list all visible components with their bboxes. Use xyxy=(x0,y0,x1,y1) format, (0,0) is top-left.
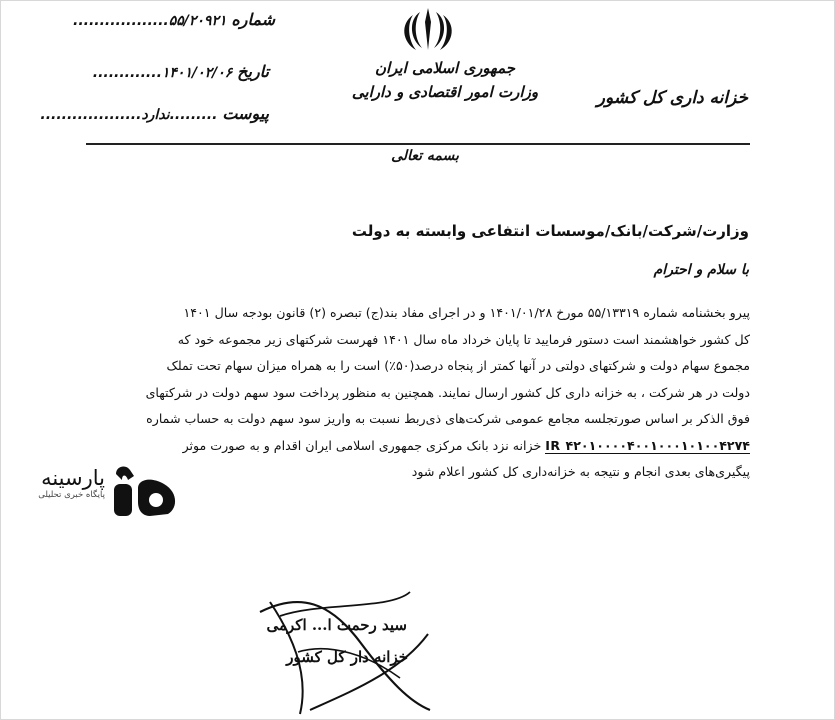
body-line-4: دولت در هر شرکت ، به خزانه داری کل کشور ارسال نمایند. همچنین به منظور پرداخت سود سهم دولت در شرکتهای xyxy=(145,384,750,400)
ministry-name: وزارت امور اقتصادی و دارایی xyxy=(351,83,539,101)
letter-number-label: شماره xyxy=(231,10,275,29)
body-line-3: مجموع سهام دولت و شرکتهای دولتی در آنها کمتر از پنجاه درصد(۵۰٪) است را به همراه میزان سهام تحت تملک xyxy=(166,358,750,373)
watermark-subtitle: پایگاه خبری تحلیلی xyxy=(38,490,105,500)
watermark-text xyxy=(10,466,105,500)
letter-number-value: ۵۵/۲۰۹۲۱ xyxy=(168,13,227,29)
basmala: بسمه تعالی xyxy=(391,148,459,164)
letter-attachment-label: پیوست xyxy=(222,104,269,123)
letter-attachment: پیوست .........ندارد................... xyxy=(40,104,269,123)
signatory-name: سید رحمت ا... اکرمی xyxy=(266,616,407,634)
republic-name: جمهوری اسلامی ایران xyxy=(374,59,516,77)
body-line-1: پیرو بخشنامه شماره ۵۵/۱۳۳۱۹ مورخ ۱۴۰۱/۰۱/۲۸ و در اجرای مفاد بند(ج) تبصره (۲) قانون بودجه سال ۱۴۰۱ xyxy=(183,305,750,320)
greeting: با سلام و احترام xyxy=(653,262,749,278)
iran-emblem-icon xyxy=(398,6,458,52)
recipient: وزارت/شرکت/بانک/موسسات انتفاعی وابسته به دولت xyxy=(351,222,749,240)
letter-body xyxy=(100,300,750,486)
header-divider xyxy=(86,143,750,145)
body-line-6 xyxy=(100,433,750,460)
letter-number: شماره ۵۵/۲۰۹۲۱.................. xyxy=(73,10,275,29)
letter-date-label: تاریخ xyxy=(237,62,269,81)
treasury-heading: خزانه داری کل کشور xyxy=(596,88,748,108)
body-line-6-text: خزانه نزد بانک مرکزی جمهوری اسلامی ایران اقدام و به صورت موثر xyxy=(182,437,542,453)
letter-attachment-value: ندارد xyxy=(141,107,170,123)
ministry-heading xyxy=(330,56,560,104)
body-line-7: پیگیری‌های بعدی انجام و نتیجه به خزانه‌داری کل کشور اعلام شود xyxy=(411,464,750,479)
body-line-2: کل کشور خواهشمند است دستور فرمایید تا پایان خرداد ماه سال ۱۴۰۱ فهرست شرکتهای زیر مجموعه خود که xyxy=(177,331,750,347)
watermark-name: پارسینه xyxy=(41,466,105,490)
iban-number: IR ۴۲۰۱۰۰۰۰۴۰۰۱۰۰۰۱۰۱۰۰۴۲۷۴ xyxy=(545,437,750,453)
letter-date: تاریخ ۱۴۰۱/۰۲/۰۶............. xyxy=(92,62,269,81)
body-line-5: فوق الذکر بر اساس صورتجلسه مجامع عمومی شرکت‌های ذی‌ربط نسبت به واریز سود سهم دولت به حساب شماره xyxy=(146,411,750,426)
letter-date-value: ۱۴۰۱/۰۲/۰۶ xyxy=(161,65,233,81)
signatory-title: خزانه دار کل کشور xyxy=(286,648,408,666)
